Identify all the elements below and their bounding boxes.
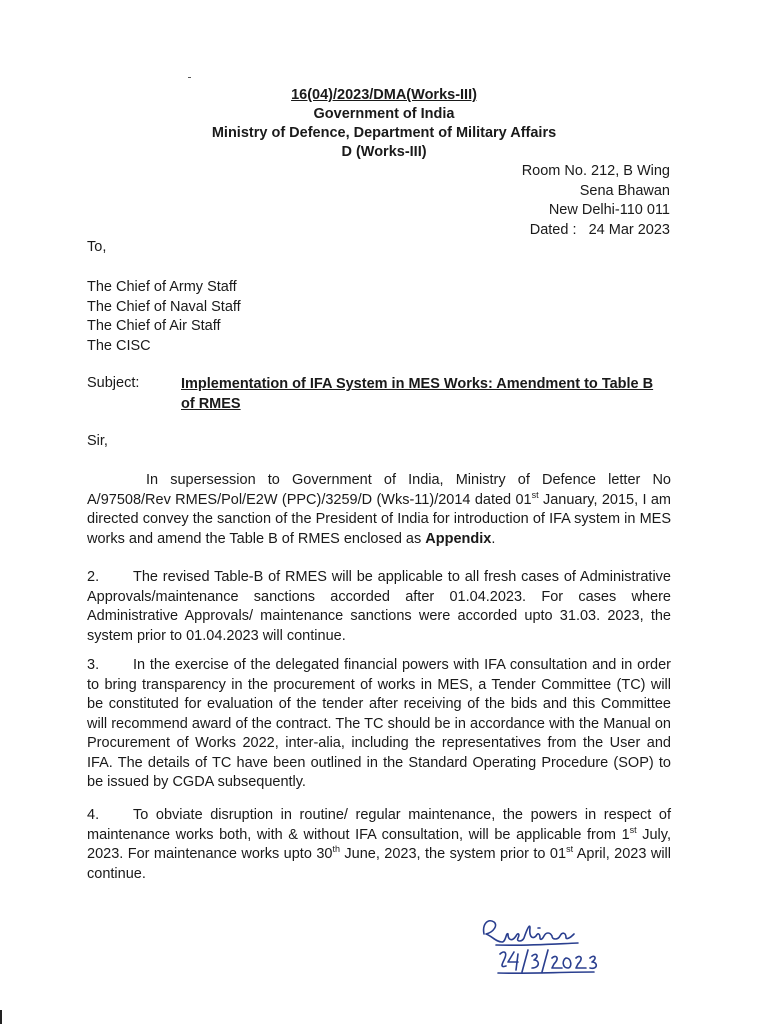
paragraph-2: 2. The revised Table-B of RMES will be applicable to all fresh cases of Administrative Approvals/maintenance sanctions accorded after 01.04.2023. For cases where Administrative Approvals/ maintenance sanctions were accorded upto 31.03. 2023, the system prior to 01.04.2023 will continue.	[87, 569, 671, 644]
address-room: Room No. 212, B Wing	[521, 163, 670, 179]
paragraph-1: In supersession to Government of India, Ministry of Defence letter No A/97508/Rev RMES/Pol/E2W (PPC)/3259/D (Wks-11)/2014 dated 01st January, 2015, I am directed convey the sanction of the President of India for introduction of IFA system in MES works and amend the Table B of RMES enclosed as Appendix.	[87, 472, 671, 547]
signature-name-stroke	[484, 921, 574, 942]
section-heading: D (Works-III)	[341, 144, 427, 160]
recipient: The CISC	[87, 337, 151, 354]
appendix-emphasis: Appendix	[425, 530, 492, 547]
recipient: The Chief of Naval Staff	[87, 298, 241, 315]
signature-date-stroke	[500, 950, 596, 972]
government-heading: Government of India	[313, 106, 455, 122]
signature-underline	[496, 943, 578, 945]
recipient: The Chief of Air Staff	[87, 318, 221, 334]
handwritten-signature	[474, 912, 614, 982]
subject-label: Subject:	[87, 375, 140, 391]
scan-mark	[188, 77, 191, 78]
salutation: Sir,	[87, 433, 108, 449]
dated-value: 24 Mar 2023	[588, 221, 670, 238]
address-date	[522, 221, 670, 241]
reference-number: 16(04)/2023/DMA(Works-III)	[291, 87, 477, 103]
paragraph-4: 4. To obviate disruption in routine/ regular maintenance, the powers in respect of maintenance works both, with & without IFA consultation, will be applicable from 1st July, 2023. For maintenance works upto 30th June, 2023, the system prior to 01st April, 2023 will continue.	[87, 807, 672, 882]
subject-text: Implementation of IFA System in MES Works: Amendment to Table B of RMES	[181, 376, 654, 412]
address-building: Sena Bhawan	[579, 182, 670, 199]
address-city: New Delhi-110 011	[548, 202, 670, 218]
paragraph-number: 2.	[87, 569, 100, 585]
to-label: To,	[87, 239, 107, 255]
paragraph-number: 3.	[87, 657, 100, 673]
paragraph-3: 3. In the exercise of the delegated financial powers with IFA consultation and in order to bring transparency in the procurement of works in MES, a Tender Committee (TC) will be constituted for evaluation of the tender after receiving of the bids and this Committee will recommend award of the contract. The TC should be in accordance with the Manual on Procurement of Works 2022, inter-alia, including the representatives from the User and IFA. The details of TC have been outlined in the Standard Operating Procedure (SOP) to be issued by CGDA subsequently.	[87, 657, 671, 790]
recipient: The Chief of Army Staff	[87, 279, 237, 295]
sender-address	[522, 162, 670, 240]
dated-label: Dated :	[529, 221, 577, 238]
ministry-heading: Ministry of Defence, Department of Military Affairs	[211, 125, 557, 141]
paragraph-number: 4.	[87, 807, 100, 823]
scan-edge	[0, 1010, 2, 1024]
recipient-list	[87, 278, 241, 356]
